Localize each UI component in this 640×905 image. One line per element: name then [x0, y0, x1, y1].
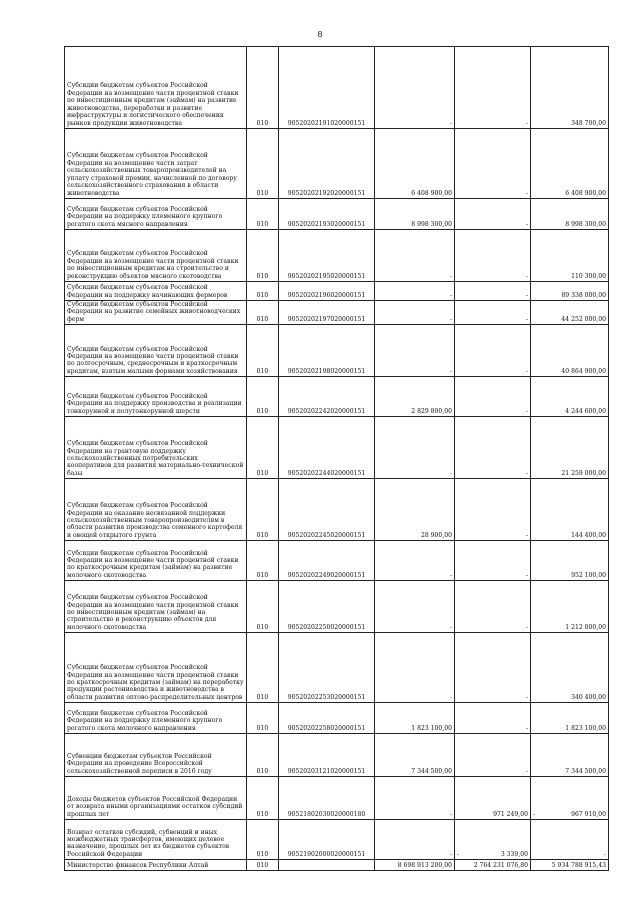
- row-code: [247, 377, 279, 417]
- row-amount-approved: [375, 129, 455, 199]
- table-row: [65, 282, 609, 301]
- row-code: [247, 230, 279, 282]
- row-amount-remaining: [531, 820, 609, 860]
- row-kbk: [279, 47, 375, 129]
- row-description-text: Субсидии бюджетам субъектов Российской Федерации на поддержку племенного крупного рогатого скота мясного направления: [67, 205, 223, 228]
- row-code: [247, 47, 279, 129]
- row-amount-executed-text: -: [525, 272, 528, 280]
- row-amount-remaining: [531, 581, 609, 633]
- row-amount-executed-text: -: [525, 693, 528, 701]
- row-amount-executed-text: -: [525, 469, 528, 477]
- row-description-text: Субсидии бюджетам субъектов Российской Федерации на возмещение части процентной ставки по долгосрочным, среднесрочным и краткосрочным кредитам, взятым малыми формами хозяйствования: [67, 345, 239, 375]
- row-description-text: Субсидии бюджетам субъектов Российской Федерации на возмещение части процентной ставки по инвестиционным кредитам (займам) на строительство и реконструкцию объектов для молочного скотоводства: [67, 594, 239, 631]
- row-amount-remaining: [531, 129, 609, 199]
- row-code: [247, 777, 279, 820]
- row-kbk: [279, 860, 375, 871]
- row-amount-remaining: [531, 479, 609, 541]
- row-description: [65, 860, 247, 871]
- row-amount-remaining: [531, 860, 609, 871]
- table-row: [65, 581, 609, 633]
- row-code-text: 010: [256, 810, 269, 818]
- row-amount-remaining-text: 144 400,00: [571, 531, 606, 539]
- row-amount-remaining: [531, 417, 609, 479]
- row-amount-approved: [375, 541, 455, 581]
- row-code-text: 010: [256, 767, 269, 775]
- row-amount-approved: [375, 820, 455, 860]
- row-code-text: 010: [256, 623, 269, 631]
- row-amount-executed: [455, 820, 531, 860]
- row-code-text: 010: [256, 367, 269, 375]
- row-amount-remaining-text: 340 400,00: [571, 693, 606, 701]
- row-code-text: 010: [256, 850, 269, 858]
- row-amount-remaining: [531, 377, 609, 417]
- row-amount-approved-text: -: [449, 469, 452, 477]
- row-kbk: [279, 777, 375, 820]
- table-row: [65, 633, 609, 703]
- row-amount-remaining-text: 6 408 900,00: [565, 189, 606, 197]
- row-kbk: [279, 633, 375, 703]
- row-code: [247, 301, 279, 325]
- row-amount-remaining-text: 89 338 000,00: [561, 291, 606, 299]
- row-amount-executed-text: -: [525, 119, 528, 127]
- row-description: [65, 541, 247, 581]
- row-code-text: 010: [256, 315, 269, 323]
- row-amount-executed-text: -: [525, 623, 528, 631]
- row-amount-remaining: [531, 47, 609, 129]
- table-row: [65, 541, 609, 581]
- row-amount-executed: [455, 417, 531, 479]
- row-description-text: Доходы бюджетов субъектов Российской Федерации от возврата иными организациями остатков субсидий прошлых лет: [67, 796, 243, 818]
- row-description-text: Возврат остатков субсидий, субвенций и иных межбюджетных трансфертов, имеющих целевое назначение, прошлых лет из бюджетов субъектов Российской Федерации: [67, 828, 230, 858]
- row-description: [65, 47, 247, 129]
- row-code: [247, 734, 279, 777]
- table-row: [65, 325, 609, 377]
- row-kbk-text: 90520202191020000151: [287, 119, 366, 127]
- row-kbk-text: 90521902000020000151: [287, 850, 366, 858]
- row-kbk-text: 90520202244020000151: [287, 469, 366, 477]
- row-amount-approved-text: 7 344 500,00: [411, 767, 452, 775]
- row-amount-remaining: [531, 777, 609, 820]
- row-kbk-text: 90520202258020000151: [287, 724, 366, 732]
- table-row: [65, 129, 609, 199]
- row-amount-approved: [375, 417, 455, 479]
- row-description: [65, 777, 247, 820]
- row-kbk: [279, 377, 375, 417]
- row-amount-approved-text: 2 829 800,00: [411, 407, 452, 415]
- row-amount-remaining: [531, 703, 609, 734]
- row-amount-approved: [375, 734, 455, 777]
- row-amount-executed: [455, 129, 531, 199]
- row-amount-approved-text: -: [449, 291, 452, 299]
- row-kbk-text: 90520202249020000151: [287, 571, 366, 579]
- table-row: [65, 47, 609, 129]
- row-amount-executed: [455, 325, 531, 377]
- row-description: [65, 633, 247, 703]
- row-code: [247, 541, 279, 581]
- table-row: [65, 377, 609, 417]
- table-row: [65, 777, 609, 820]
- row-amount-approved-text: -: [449, 119, 452, 127]
- row-amount-remaining-text: 967 910,00: [571, 810, 606, 818]
- row-code-text: 010: [256, 724, 269, 732]
- row-description: [65, 377, 247, 417]
- row-amount-remaining-text: 44 252 000,00: [561, 315, 606, 323]
- row-amount-executed-text: -: [525, 724, 528, 732]
- row-code-text: 010: [256, 272, 269, 280]
- row-description-text: Субсидии бюджетам субъектов Российской Федерации на оказание несвязанной поддержки сельскохозяйственным товаропроизводителям в области развития производства семенного картофеля и овощей открытого грунта: [67, 502, 243, 539]
- row-kbk: [279, 734, 375, 777]
- row-kbk-text: 90520202250020000151: [287, 623, 366, 631]
- row-amount-executed-text: -: [525, 571, 528, 579]
- row-amount-approved-text: 1 823 100,00: [411, 724, 452, 732]
- row-kbk: [279, 282, 375, 301]
- row-amount-executed-text: -: [525, 315, 528, 323]
- table-row: [65, 820, 609, 860]
- row-description-text: Субсидии бюджетам субъектов Российской Федерации на возмещение части процентной ставки по инвестиционным кредитам на строительство и реконструкцию объектов мясного скотоводства: [67, 250, 239, 280]
- row-amount-remaining-text: 110 300,00: [571, 272, 606, 280]
- row-description: [65, 581, 247, 633]
- row-amount-approved: [375, 301, 455, 325]
- row-amount-executed: [455, 860, 531, 871]
- table-row: [65, 301, 609, 325]
- budget-table: [64, 46, 609, 871]
- row-kbk: [279, 129, 375, 199]
- row-code: [247, 633, 279, 703]
- row-amount-executed-text: -: [525, 767, 528, 775]
- row-kbk-text: 90520202193020000151: [287, 220, 366, 228]
- table-row: [65, 199, 609, 230]
- row-amount-remaining: [531, 734, 609, 777]
- row-amount-approved-text: 8 698 913 200,00: [397, 861, 452, 869]
- row-kbk-text: 90520202253020000151: [287, 693, 366, 701]
- row-amount-executed: [455, 703, 531, 734]
- row-code-text: 010: [256, 407, 269, 415]
- row-amount-executed-lead: -: [457, 850, 460, 858]
- row-amount-executed-text: 971 249,00: [493, 810, 528, 818]
- row-amount-executed: [455, 734, 531, 777]
- row-code-text: 010: [256, 220, 269, 228]
- row-code-text: 010: [256, 291, 269, 299]
- table-row: [65, 417, 609, 479]
- row-amount-executed: [455, 301, 531, 325]
- row-amount-approved-text: -: [449, 623, 452, 631]
- row-amount-approved-text: -: [449, 272, 452, 280]
- row-amount-approved-text: -: [449, 850, 452, 858]
- row-amount-approved: [375, 703, 455, 734]
- row-code-text: 010: [256, 189, 269, 197]
- row-code: [247, 417, 279, 479]
- row-kbk: [279, 230, 375, 282]
- row-amount-remaining-text: 1 212 000,00: [565, 623, 606, 631]
- row-amount-executed-text: -: [525, 189, 528, 197]
- row-code: [247, 479, 279, 541]
- row-amount-remaining-text: -: [603, 850, 606, 858]
- row-amount-executed: [455, 581, 531, 633]
- row-amount-remaining: [531, 633, 609, 703]
- row-amount-remaining-lead: -: [533, 810, 536, 818]
- table-row: [65, 479, 609, 541]
- row-kbk: [279, 581, 375, 633]
- row-amount-approved: [375, 777, 455, 820]
- row-kbk: [279, 541, 375, 581]
- row-amount-approved: [375, 230, 455, 282]
- row-amount-executed-text: 2 764 231 076,80: [473, 861, 528, 869]
- row-amount-approved-text: 6 408 900,00: [411, 189, 452, 197]
- row-description-text: Субвенции бюджетам субъектов Российской Федерации на проведение Всероссийской сельскохозяйственной переписи в 2016 году: [67, 753, 212, 775]
- row-amount-remaining: [531, 282, 609, 301]
- row-code: [247, 820, 279, 860]
- row-code: [247, 703, 279, 734]
- row-amount-executed: [455, 230, 531, 282]
- row-amount-approved-text: 28 900,00: [420, 531, 452, 539]
- row-amount-executed-text: 3 339,00: [500, 850, 528, 858]
- row-amount-executed: [455, 633, 531, 703]
- row-amount-approved-text: -: [449, 367, 452, 375]
- row-amount-remaining-text: 8 998 300,00: [565, 220, 606, 228]
- row-amount-executed-text: -: [525, 367, 528, 375]
- row-amount-approved: [375, 860, 455, 871]
- table-row: [65, 230, 609, 282]
- row-description-text: Министерство финансов Республики Алтай: [67, 861, 209, 869]
- row-kbk: [279, 820, 375, 860]
- row-amount-approved: [375, 282, 455, 301]
- row-kbk-text: 90520202242020000151: [287, 407, 366, 415]
- row-description: [65, 301, 247, 325]
- row-amount-remaining-text: 1 823 100,00: [565, 724, 606, 732]
- row-description: [65, 230, 247, 282]
- row-kbk: [279, 325, 375, 377]
- row-amount-executed: [455, 541, 531, 581]
- row-amount-remaining-text: 40 864 900,00: [561, 367, 606, 375]
- row-amount-executed-text: -: [525, 531, 528, 539]
- row-amount-executed: [455, 479, 531, 541]
- row-description-text: Субсидии бюджетам субъектов Российской Федерации на возмещение части затрат сельскохозяйственных товаропроизводителей на уплату страховой премии, начисленной по договору сельскохозяйственного страхования в области животноводства: [67, 152, 237, 197]
- row-kbk-text: 90521802030020000180: [287, 810, 366, 818]
- row-amount-executed: [455, 47, 531, 129]
- row-amount-approved: [375, 633, 455, 703]
- row-code: [247, 860, 279, 871]
- row-amount-approved-text: -: [449, 315, 452, 323]
- row-description: [65, 417, 247, 479]
- row-kbk: [279, 479, 375, 541]
- row-description-text: Субсидии бюджетам субъектов Российской Федерации на возмещение части процентной ставки по краткосрочным кредитам (займам) на развитие молочного скотоводства: [67, 549, 239, 579]
- row-code-text: 010: [256, 861, 269, 869]
- table-row: [65, 703, 609, 734]
- row-amount-approved-text: -: [449, 571, 452, 579]
- row-code: [247, 129, 279, 199]
- row-kbk-text: 90520202245020000151: [287, 531, 366, 539]
- row-description-text: Субсидии бюджетам субъектов Российской Федерации на развитие семейных животноводческих ферм: [67, 301, 241, 323]
- row-kbk: [279, 417, 375, 479]
- row-amount-approved-text: 8 998 300,00: [411, 220, 452, 228]
- row-kbk-text: 90520203121020000151: [287, 767, 366, 775]
- table-row: [65, 860, 609, 871]
- row-description: [65, 129, 247, 199]
- row-code: [247, 199, 279, 230]
- row-description-text: Субсидии бюджетам субъектов Российской Федерации на возмещение части процентной ставки по инвестиционным кредитам (займам) на развитие животноводства, переработки и развитие инфраструктуры и логистического обеспечения рынков продукции животноводства: [67, 82, 239, 127]
- row-code-text: 010: [256, 469, 269, 477]
- row-amount-remaining-text: 4 244 600,00: [565, 407, 606, 415]
- row-amount-approved-text: -: [449, 693, 452, 701]
- row-description-text: Субсидии бюджетам субъектов Российской Федерации на поддержку племенного крупного рогатого скота молочного направления: [67, 710, 223, 732]
- row-kbk: [279, 301, 375, 325]
- budget-table-body: [65, 47, 609, 871]
- row-description: [65, 199, 247, 230]
- row-amount-remaining-text: 348 700,00: [571, 119, 606, 127]
- row-amount-remaining: [531, 541, 609, 581]
- row-amount-remaining: [531, 301, 609, 325]
- row-amount-approved: [375, 325, 455, 377]
- row-amount-remaining: [531, 199, 609, 230]
- row-amount-executed: [455, 199, 531, 230]
- row-description-text: Субсидии бюджетам субъектов Российской Федерации на поддержку производства и реализации тонкорунной и полутонкорунной шерсти: [67, 393, 242, 415]
- row-amount-approved: [375, 581, 455, 633]
- row-description: [65, 734, 247, 777]
- row-amount-approved: [375, 199, 455, 230]
- row-code-text: 010: [256, 693, 269, 701]
- row-kbk-text: 90520202196020000151: [287, 291, 366, 299]
- row-code: [247, 325, 279, 377]
- row-amount-approved: [375, 377, 455, 417]
- row-amount-remaining: [531, 325, 609, 377]
- row-kbk-text: 90520202197020000151: [287, 315, 366, 323]
- row-amount-executed-text: -: [525, 407, 528, 415]
- row-amount-remaining-text: 7 344 500,00: [565, 767, 606, 775]
- row-description: [65, 282, 247, 301]
- table-row: [65, 734, 609, 777]
- row-code: [247, 581, 279, 633]
- row-amount-executed: [455, 377, 531, 417]
- row-kbk-text: 90520202198020000151: [287, 367, 366, 375]
- row-amount-remaining-text: 5 934 788 915,43: [551, 861, 606, 869]
- row-kbk: [279, 199, 375, 230]
- row-amount-executed-text: -: [525, 220, 528, 228]
- row-description-text: Субсидии бюджетам субъектов Российской Федерации на поддержку начинающих фермеров: [67, 284, 228, 299]
- row-kbk-text: 90520202192020000151: [287, 189, 366, 197]
- page-number: 8: [317, 30, 323, 39]
- row-kbk-text: 90520202195020000151: [287, 272, 366, 280]
- row-description: [65, 820, 247, 860]
- row-amount-executed-text: -: [525, 291, 528, 299]
- row-code: [247, 282, 279, 301]
- row-amount-approved: [375, 479, 455, 541]
- row-description-text: Субсидии бюджетам субъектов Российской Федерации на грантовую поддержку сельскохозяйственных потребительских кооперативов для развития материально-технической базы: [67, 440, 244, 477]
- row-amount-executed: [455, 777, 531, 820]
- row-amount-approved: [375, 47, 455, 129]
- row-amount-approved-text: -: [449, 810, 452, 818]
- row-amount-remaining-text: 21 259 000,00: [561, 469, 606, 477]
- row-description: [65, 325, 247, 377]
- row-amount-remaining: [531, 230, 609, 282]
- row-amount-executed: [455, 282, 531, 301]
- row-amount-remaining-text: 952 100,00: [571, 571, 606, 579]
- row-description: [65, 479, 247, 541]
- row-description: [65, 703, 247, 734]
- row-code-text: 010: [256, 571, 269, 579]
- row-description-text: Субсидии бюджетам субъектов Российской Федерации на возмещение части процентной ставки по краткосрочным кредитам (займам) на переработку продукции растениеводства и животноводства в области развития оптово-распределительных центров: [67, 664, 244, 701]
- row-kbk: [279, 703, 375, 734]
- row-code-text: 010: [256, 531, 269, 539]
- row-code-text: 010: [256, 119, 269, 127]
